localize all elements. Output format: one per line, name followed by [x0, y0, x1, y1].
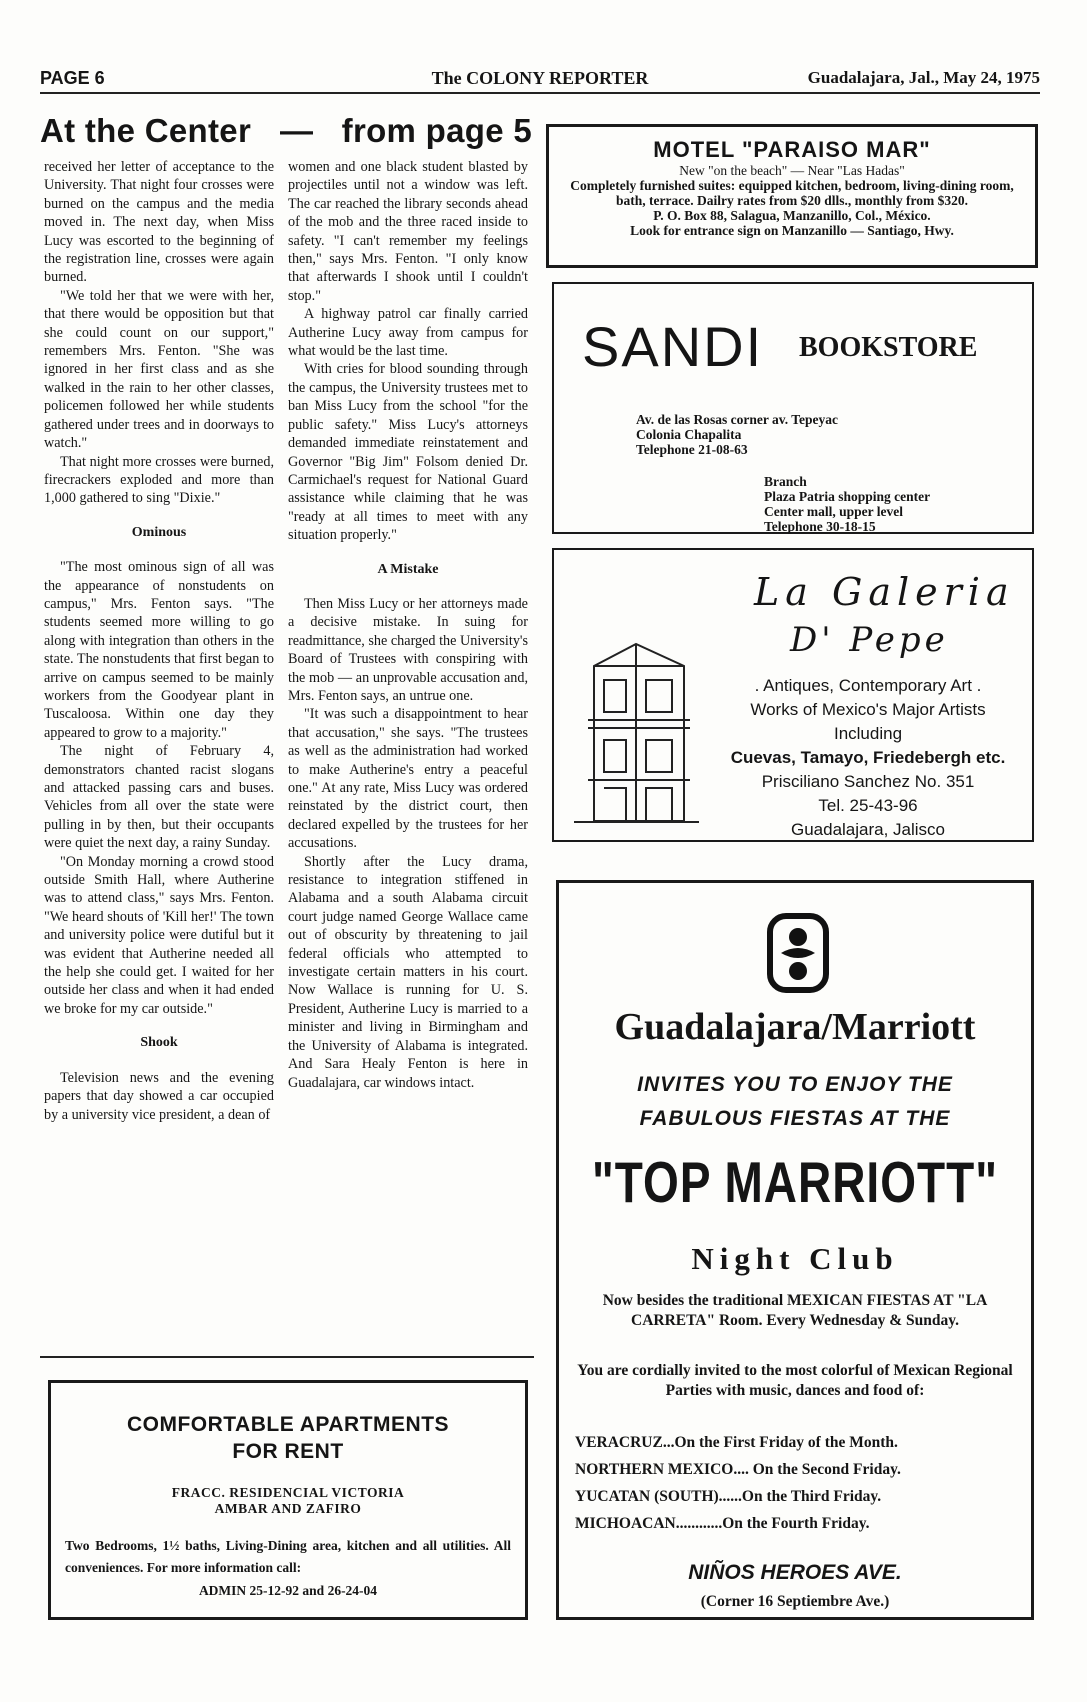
apartments-subtitle: [51, 1485, 525, 1517]
motel-line-1: New "on the beach" — Near "Las Hadas": [679, 163, 905, 178]
article-column-1: [44, 158, 274, 1124]
subhead-ominous: Ominous: [131, 524, 187, 540]
paragraph: "It was such a disappointment to hear that accusation," she says. "The trustees as well as the administration had worked to make Autherine's entry a peaceful one." At any rate, Miss Lucy was ordered reinstated by the district court, then declared expelled by the trustees for her accusations.: [288, 706, 528, 852]
dateline: Guadalajara, Jal., May 24, 1975: [807, 68, 1040, 87]
galeria-name-2: D' Pepe: [790, 620, 949, 660]
paragraph: That night more crosses were burned, firecrackers exploded and more than 1,000 gathered to sing "Dixie.": [44, 453, 274, 507]
paragraph: received her letter of acceptance to the University. That night four crosses were burned on the campus and the media moved in. The next day, when Miss Lucy was escorted to the beginning of the registration line, crosses were again burned.: [44, 159, 274, 286]
paragraph: women and one black student blasted by projectiles until not a window was left. The car reached the library seconds ahead of the mob and the three raced inside to safety. "I can't remember my feelings then," says Mrs. Fenton. "I only know that afterwards I shook until I couldn't stop.": [288, 159, 528, 304]
motel-line-4: Look for entrance sign on Manzanillo — Santiago, Hwy.: [630, 223, 954, 238]
schedule-item: NORTHERN MEXICO.... On the Second Friday.: [575, 1461, 901, 1478]
paragraph: Television news and the evening papers that day showed a car occupied by a university vice president, a dean of: [44, 1069, 274, 1123]
subhead-shook: Shook: [140, 1035, 178, 1051]
apartments-title: [51, 1411, 525, 1465]
paragraph: "We told her that we were with her, that there would be opposition but that she could count on our support," remembers Mrs. Fenton. "She was ignored in her first class and as she walked in the rain to her other classes, policemen followed her while students gathered under trees and in doorways to watch.": [44, 287, 274, 452]
marriott-paragraph-1: Now besides the traditional MEXICAN FIESTAS AT "LA CARRETA" Room. Every Wednesday & Sunday.: [602, 1292, 988, 1329]
motel-title: MOTEL "PARAISO MAR": [653, 137, 931, 162]
marriott-invite: [559, 1068, 1031, 1136]
galeria-line-2: Works of Mexico's Major Artists: [750, 700, 986, 719]
newspaper-name: The COLONY REPORTER: [431, 68, 649, 88]
sandi-title: BOOKSTORE: [799, 332, 978, 363]
schedule-item: MICHOACAN............On the Fourth Friday.: [575, 1515, 870, 1532]
column-rule: [40, 1356, 534, 1358]
paragraph: The night of February 4, demonstrators chanted racist slogans and attacked passing cars and buses. Vehicles from all over the state were pulling in by then, but their occupants were quiet the next day, a rainy Sunday.: [44, 743, 274, 852]
galeria-line-4: Cuevas, Tamayo, Friedebergh etc.: [730, 748, 1006, 767]
paragraph: Then Miss Lucy or her attorneys made a decisive mistake. In suing for readmittance, she charged the University's Board of Trustees with conspiring with the mob — an unprovable accusation and, Mrs. Fenton says, an untrue one.: [288, 595, 528, 704]
galeria-line-6: Tel. 25-43-96: [818, 796, 918, 815]
headline-dash: —: [280, 112, 314, 149]
fiesta-schedule: [575, 1429, 1015, 1537]
sandi-branch-1: Plaza Patria shopping center: [764, 489, 931, 504]
apartments-description: Two Bedrooms, 1½ baths, Living-Dining area, kitchen and all utilities. All conveniences. For more information call:: [65, 1538, 511, 1575]
sandi-bookstore-ad: [552, 282, 1034, 534]
marriott-street: NIÑOS HEROES AVE.: [688, 1561, 902, 1584]
sandi-addr-1: Av. de las Rosas corner av. Tepeyac: [636, 412, 839, 427]
sandi-branch-2: Center mall, upper level: [764, 504, 903, 519]
apartments-contact: ADMIN 25-12-92 and 26-24-04: [198, 1583, 378, 1598]
sandi-address: [636, 412, 838, 457]
sandi-logo: SANDI: [582, 315, 764, 378]
galeria-text: [704, 674, 1032, 842]
sandi-addr-3: Telephone 21-08-63: [636, 442, 748, 457]
schedule-item: VERACRUZ...On the First Friday of the Month.: [575, 1434, 898, 1451]
motel-line-3: P. O. Box 88, Salagua, Manzanillo, Col., México.: [653, 208, 931, 223]
apartments-sub-1: FRACC. RESIDENCIAL VICTORIA: [171, 1485, 405, 1500]
marriott-name: Guadalajara/Marriott: [614, 1006, 976, 1048]
header-rule: [40, 92, 1040, 94]
marriott-ad: [556, 880, 1034, 1620]
schedule-item: YUCATAN (SOUTH)......On the Third Friday.: [575, 1488, 882, 1505]
galeria-line-7: Guadalajara, Jalisco: [790, 820, 946, 839]
galeria-line-3: Including: [833, 724, 903, 743]
apartments-title-1: COMFORTABLE APARTMENTS: [126, 1413, 450, 1436]
apartments-title-2: FOR RENT: [232, 1440, 344, 1463]
page-header: [40, 64, 1040, 90]
marriott-paragraph-2: You are cordially invited to the most colorful of Mexican Regional Parties with music, dances and food of:: [577, 1362, 1013, 1399]
headline-right: from page 5: [341, 112, 532, 149]
sandi-branch-label: Branch: [764, 474, 807, 489]
subhead-mistake: A Mistake: [377, 561, 439, 577]
paragraph: With cries for blood sounding through the campus, the University trustees met to ban Miss Lucy from the school "for the public safety." Miss Lucy's attorneys demanded immediate reinstatement and Governor "Big Jim" Folsom denied Dr. Carmichael's request for National Guard assistance while claiming that he was "ready at all times to meet with any situation properly.": [288, 361, 528, 544]
paragraph: "On Monday morning a crowd stood outside Smith Hall, where Autherine was to attend class," says Mrs. Fenton. "We heard shouts of 'Kill her!' The town and university police were dutiful but it was evident that Autherine needed all the help she could get. I waited for her outside her class and when it had ended we broke for my car outside.": [44, 853, 274, 1017]
motel-paraiso-mar-ad: [546, 124, 1038, 268]
galeria-name-1: La Galeria: [754, 570, 1015, 614]
marriott-logo-icon: [767, 913, 829, 993]
night-club-title: Night Club: [691, 1241, 899, 1276]
sandi-branch-3: Telephone 30-18-15: [764, 519, 876, 534]
galeria-line-5: Prisciliano Sanchez No. 351: [761, 772, 975, 791]
paragraph: A highway patrol car finally carried Autherine Lucy away from campus for what would be the last time.: [288, 306, 528, 360]
building-illustration-icon: [574, 636, 699, 826]
article-headline: [40, 112, 532, 150]
article-column-2: [288, 158, 528, 1092]
paragraph: Shortly after the Lucy drama, resistance to integration stiffened in Alabama and a south Alabama circuit court judge named George Wallace came out of obscurity by threatening to jail federal officials who attempted to investigate certain matters in his court. Now Wallace is running for U. S. President, Autherine Lucy is married to a minister and living in Birmingham and the University of Alabama is integrated. And Sara Healy Fenton is here in Guadalajara, car windows intact.: [288, 853, 528, 1091]
la-galeria-ad: [552, 548, 1034, 842]
sandi-addr-2: Colonia Chapalita: [636, 427, 742, 442]
page-number: PAGE 6: [40, 68, 105, 88]
sandi-branch: [764, 474, 930, 534]
galeria-line-1: . Antiques, Contemporary Art .: [754, 676, 982, 695]
apartments-for-rent-ad: [48, 1380, 528, 1620]
motel-line-2: Completely furnished suites: equipped kitchen, bedroom, living-dining room, bath, terrace. Dailry rates from $20 dlls., monthly from $320.: [570, 178, 1014, 208]
headline-left: At the Center: [40, 112, 252, 149]
apartments-sub-2: AMBAR AND ZAFIRO: [214, 1501, 362, 1516]
top-marriott-title: "TOP MARRIOTT": [591, 1149, 999, 1215]
invite-line-1: INVITES YOU TO ENJOY THE: [637, 1073, 953, 1096]
invite-line-2: FABULOUS FIESTAS AT THE: [639, 1107, 951, 1130]
paragraph: "The most ominous sign of all was the appearance of nonstudents on campus," Mrs. Fenton says. "The students seemed more willing to go along with integration than others in the state. The nonstudents that first began to arrive on campus seemed to be mainly workers from the Goodyear plant in Tuscaloosa. Within one day they appeared to grow to a majority.": [44, 559, 274, 741]
marriott-corner: (Corner 16 Septiembre Ave.): [700, 1593, 890, 1610]
